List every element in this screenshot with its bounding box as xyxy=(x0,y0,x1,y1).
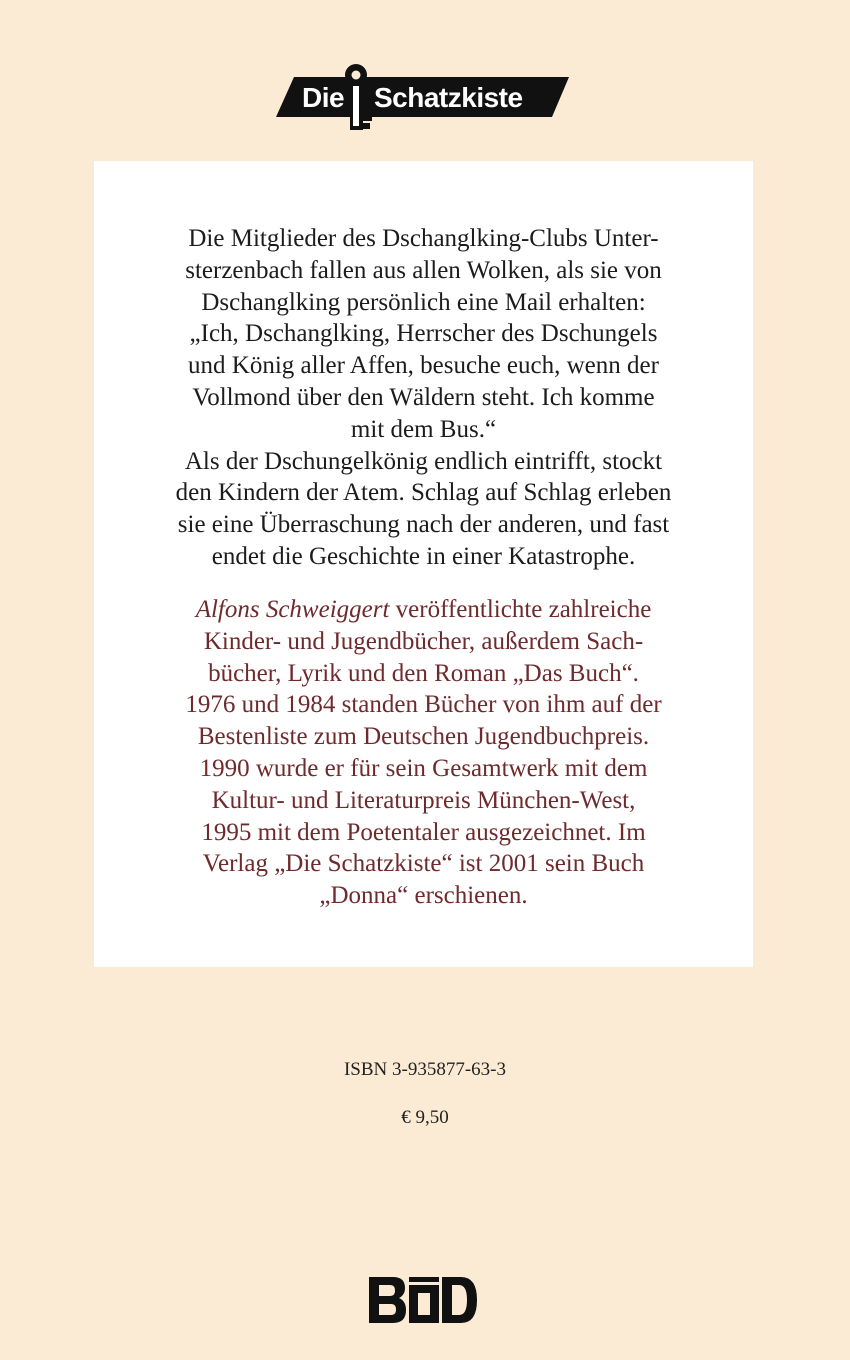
author-bio xyxy=(134,594,713,912)
synopsis-line: „Ich, Dschanglking, Herrscher des Dschungels xyxy=(189,320,658,348)
bio-line: bücher, Lyrik und den Roman „Das Buch“. xyxy=(208,659,639,687)
logo-brand-name: Schatzkiste xyxy=(374,82,523,113)
bio-line: 1990 wurde er für sein Gesamtwerk mit dem xyxy=(199,754,648,782)
synopsis-line: sterzenbach fallen aus allen Wolken, als sie von xyxy=(185,256,662,284)
bio-first-line-rest: veröffentlichte zahlreiche xyxy=(389,596,652,623)
synopsis-line: den Kindern der Atem. Schlag auf Schlag erleben xyxy=(175,479,672,507)
synopsis-line: endet die Geschichte in einer Katastrophe. xyxy=(211,542,636,570)
bio-first-line xyxy=(134,594,713,626)
logo-prefix: Die xyxy=(302,82,345,113)
synopsis-line: mit dem Bus.“ xyxy=(350,415,497,443)
bio-line: Verlag „Die Schatzkiste“ ist 2001 sein Buch xyxy=(202,850,645,878)
bio-line: Bestenliste zum Deutschen Jugendbuchpreis. xyxy=(197,723,650,751)
bio-line: Kinder- und Jugendbücher, außerdem Sach- xyxy=(203,627,644,655)
synopsis-line: sie eine Überraschung nach der anderen, und fast xyxy=(177,511,670,539)
synopsis-line: Dschanglking persönlich eine Mail erhalten: xyxy=(201,288,646,316)
synopsis-line: Die Mitglieder des Dschanglking-Clubs Unter- xyxy=(188,225,659,252)
bio-line: Kultur- und Literaturpreis München-West, xyxy=(211,786,636,814)
synopsis-line: und König aller Affen, besuche euch, wenn der xyxy=(188,352,659,380)
back-cover-text-panel xyxy=(94,161,753,967)
synopsis-line: Vollmond über den Wäldern steht. Ich komme xyxy=(192,383,655,411)
author-name: Alfons Schweiggert xyxy=(195,596,390,623)
price: € 9,50 xyxy=(401,1107,449,1128)
synopsis-line: Als der Dschungelkönig endlich eintrifft, stockt xyxy=(184,447,663,475)
bio-line: „Donna“ erschienen. xyxy=(319,882,528,910)
bod-logo xyxy=(369,1277,477,1323)
isbn: ISBN 3-935877-63-3 xyxy=(343,1059,507,1080)
schatzkiste-logo xyxy=(276,60,570,134)
synopsis xyxy=(134,223,713,573)
bio-line: 1976 und 1984 standen Bücher von ihm auf der xyxy=(185,691,662,719)
bio-line: 1995 mit dem Poetentaler ausgezeichnet. Im xyxy=(201,818,646,846)
